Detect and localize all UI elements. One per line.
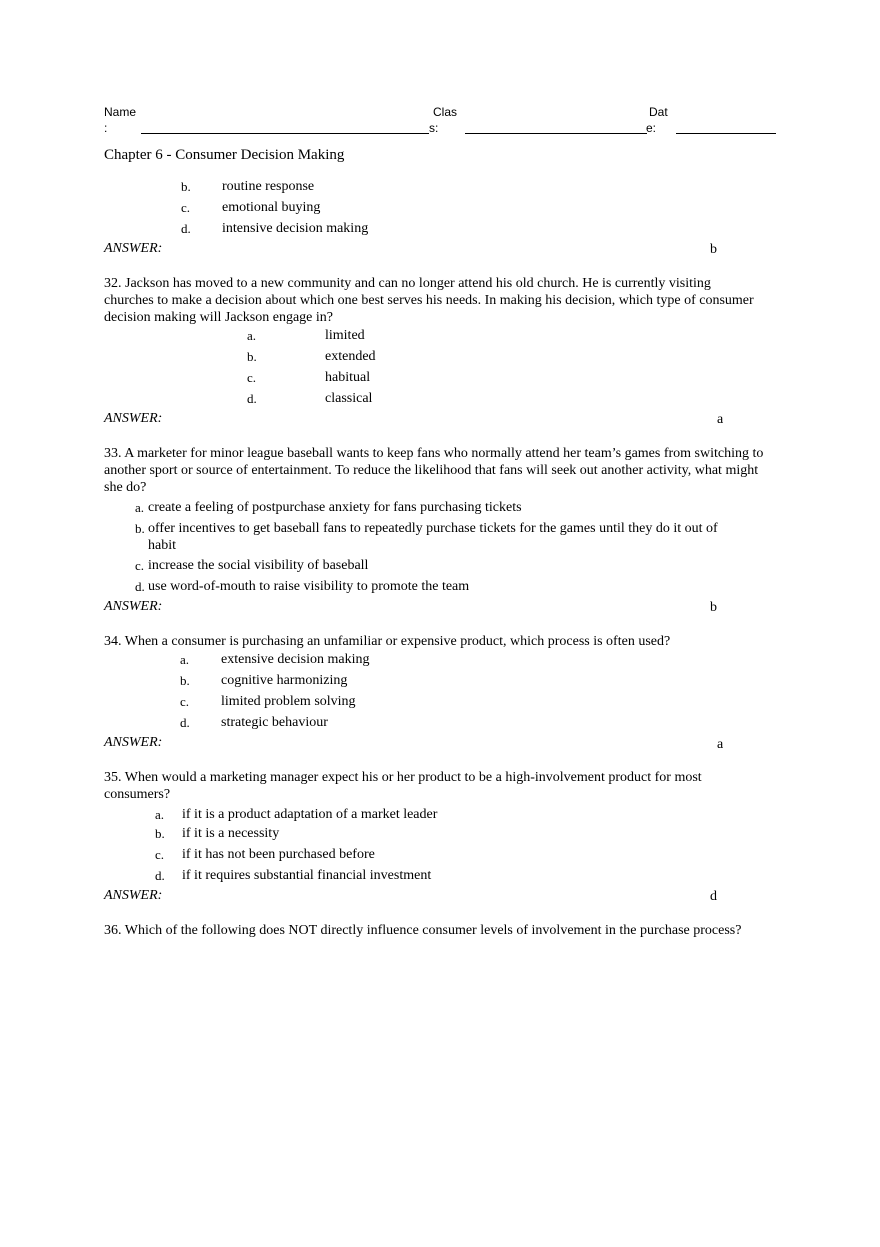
option-text: routine response <box>222 179 315 194</box>
option-text: offer incentives to get baseball fans to repeatedly purchase tickets for the games until they do it out of habit <box>148 521 718 553</box>
option-letter: c. <box>135 558 145 573</box>
option-text: if it has not been purchased before <box>182 847 375 862</box>
option-letter: c. <box>155 847 165 862</box>
option-letter: a. <box>135 500 145 515</box>
option-letter: a. <box>155 807 165 822</box>
option-letter: d. <box>135 579 145 594</box>
answer-label: ANSWER: <box>104 888 163 903</box>
answer-label: ANSWER: <box>104 411 163 426</box>
option-text: emotional buying <box>222 200 321 215</box>
option-text: if it requires substantial financial investment <box>182 868 432 883</box>
option-text: habitual <box>325 370 371 385</box>
question-stem: 34. When a consumer is purchasing an unfamiliar or expensive product, which process is often used? <box>104 634 671 649</box>
answer-value: b <box>710 242 717 257</box>
answer-label: ANSWER: <box>104 241 163 256</box>
option-letter: c. <box>247 370 257 385</box>
option-letter: d. <box>181 221 191 236</box>
option-letter: b. <box>180 673 190 688</box>
date-underline[interactable] <box>676 133 776 134</box>
question-stem: 36. Which of the following does NOT directly influence consumer levels of involvement in the purchase process? <box>104 923 742 938</box>
question-stem: 32. Jackson has moved to a new community and can no longer attend his old church. He is currently visiting churches to make a decision about which one best serves his needs. In making his decision, which type of consumer decision making will Jackson engage in? <box>104 276 754 325</box>
class-suffix: s: <box>429 121 439 135</box>
option-text: if it is a necessity <box>182 826 280 841</box>
option-text: use word-of-mouth to raise visibility to promote the team <box>148 579 470 594</box>
option-text: if it is a product adaptation of a market leader <box>182 807 438 822</box>
answer-value: b <box>710 600 717 615</box>
option-text: classical <box>325 391 373 406</box>
question-stem: 35. When would a marketing manager expect his or her product to be a high-involvement product for most consumers? <box>104 770 702 802</box>
name-label: Name <box>104 105 137 119</box>
option-text: extensive decision making <box>221 652 370 667</box>
option-text: extended <box>325 349 376 364</box>
option-letter: b. <box>247 349 257 364</box>
option-letter: d. <box>247 391 257 406</box>
option-letter: b. <box>135 521 145 536</box>
date-label: Dat <box>649 105 668 119</box>
class-label: Clas <box>433 105 458 119</box>
answer-value: a <box>717 737 724 752</box>
question-stem: 33. A marketer for minor league baseball wants to keep fans who normally attend her team’s games from switching to another sport or source of entertainment. To reduce the likelihood that fans will seek out another activity, what might she do? <box>104 446 764 495</box>
option-text: increase the social visibility of baseball <box>148 558 369 573</box>
option-letter: a. <box>180 652 190 667</box>
option-text: intensive decision making <box>222 221 369 236</box>
answer-value: a <box>717 412 724 427</box>
chapter-title: Chapter 6 - Consumer Decision Making <box>104 147 345 163</box>
name-underline[interactable] <box>141 133 429 134</box>
option-text: limited problem solving <box>221 694 356 709</box>
date-suffix: e: <box>646 121 657 135</box>
option-letter: a. <box>247 328 257 343</box>
option-text: strategic behaviour <box>221 715 328 730</box>
answer-value: d <box>710 889 717 904</box>
option-letter: c. <box>181 200 191 215</box>
answer-label: ANSWER: <box>104 599 163 614</box>
option-letter: b. <box>155 826 165 841</box>
option-text: create a feeling of postpurchase anxiety for fans purchasing tickets <box>148 500 522 515</box>
option-text: limited <box>325 328 365 343</box>
answer-label: ANSWER: <box>104 735 163 750</box>
option-letter: d. <box>155 868 165 883</box>
class-underline[interactable] <box>465 133 647 134</box>
option-letter: b. <box>181 179 191 194</box>
option-text: cognitive harmonizing <box>221 673 348 688</box>
name-colon: : <box>104 121 108 135</box>
option-letter: c. <box>180 694 190 709</box>
option-letter: d. <box>180 715 190 730</box>
